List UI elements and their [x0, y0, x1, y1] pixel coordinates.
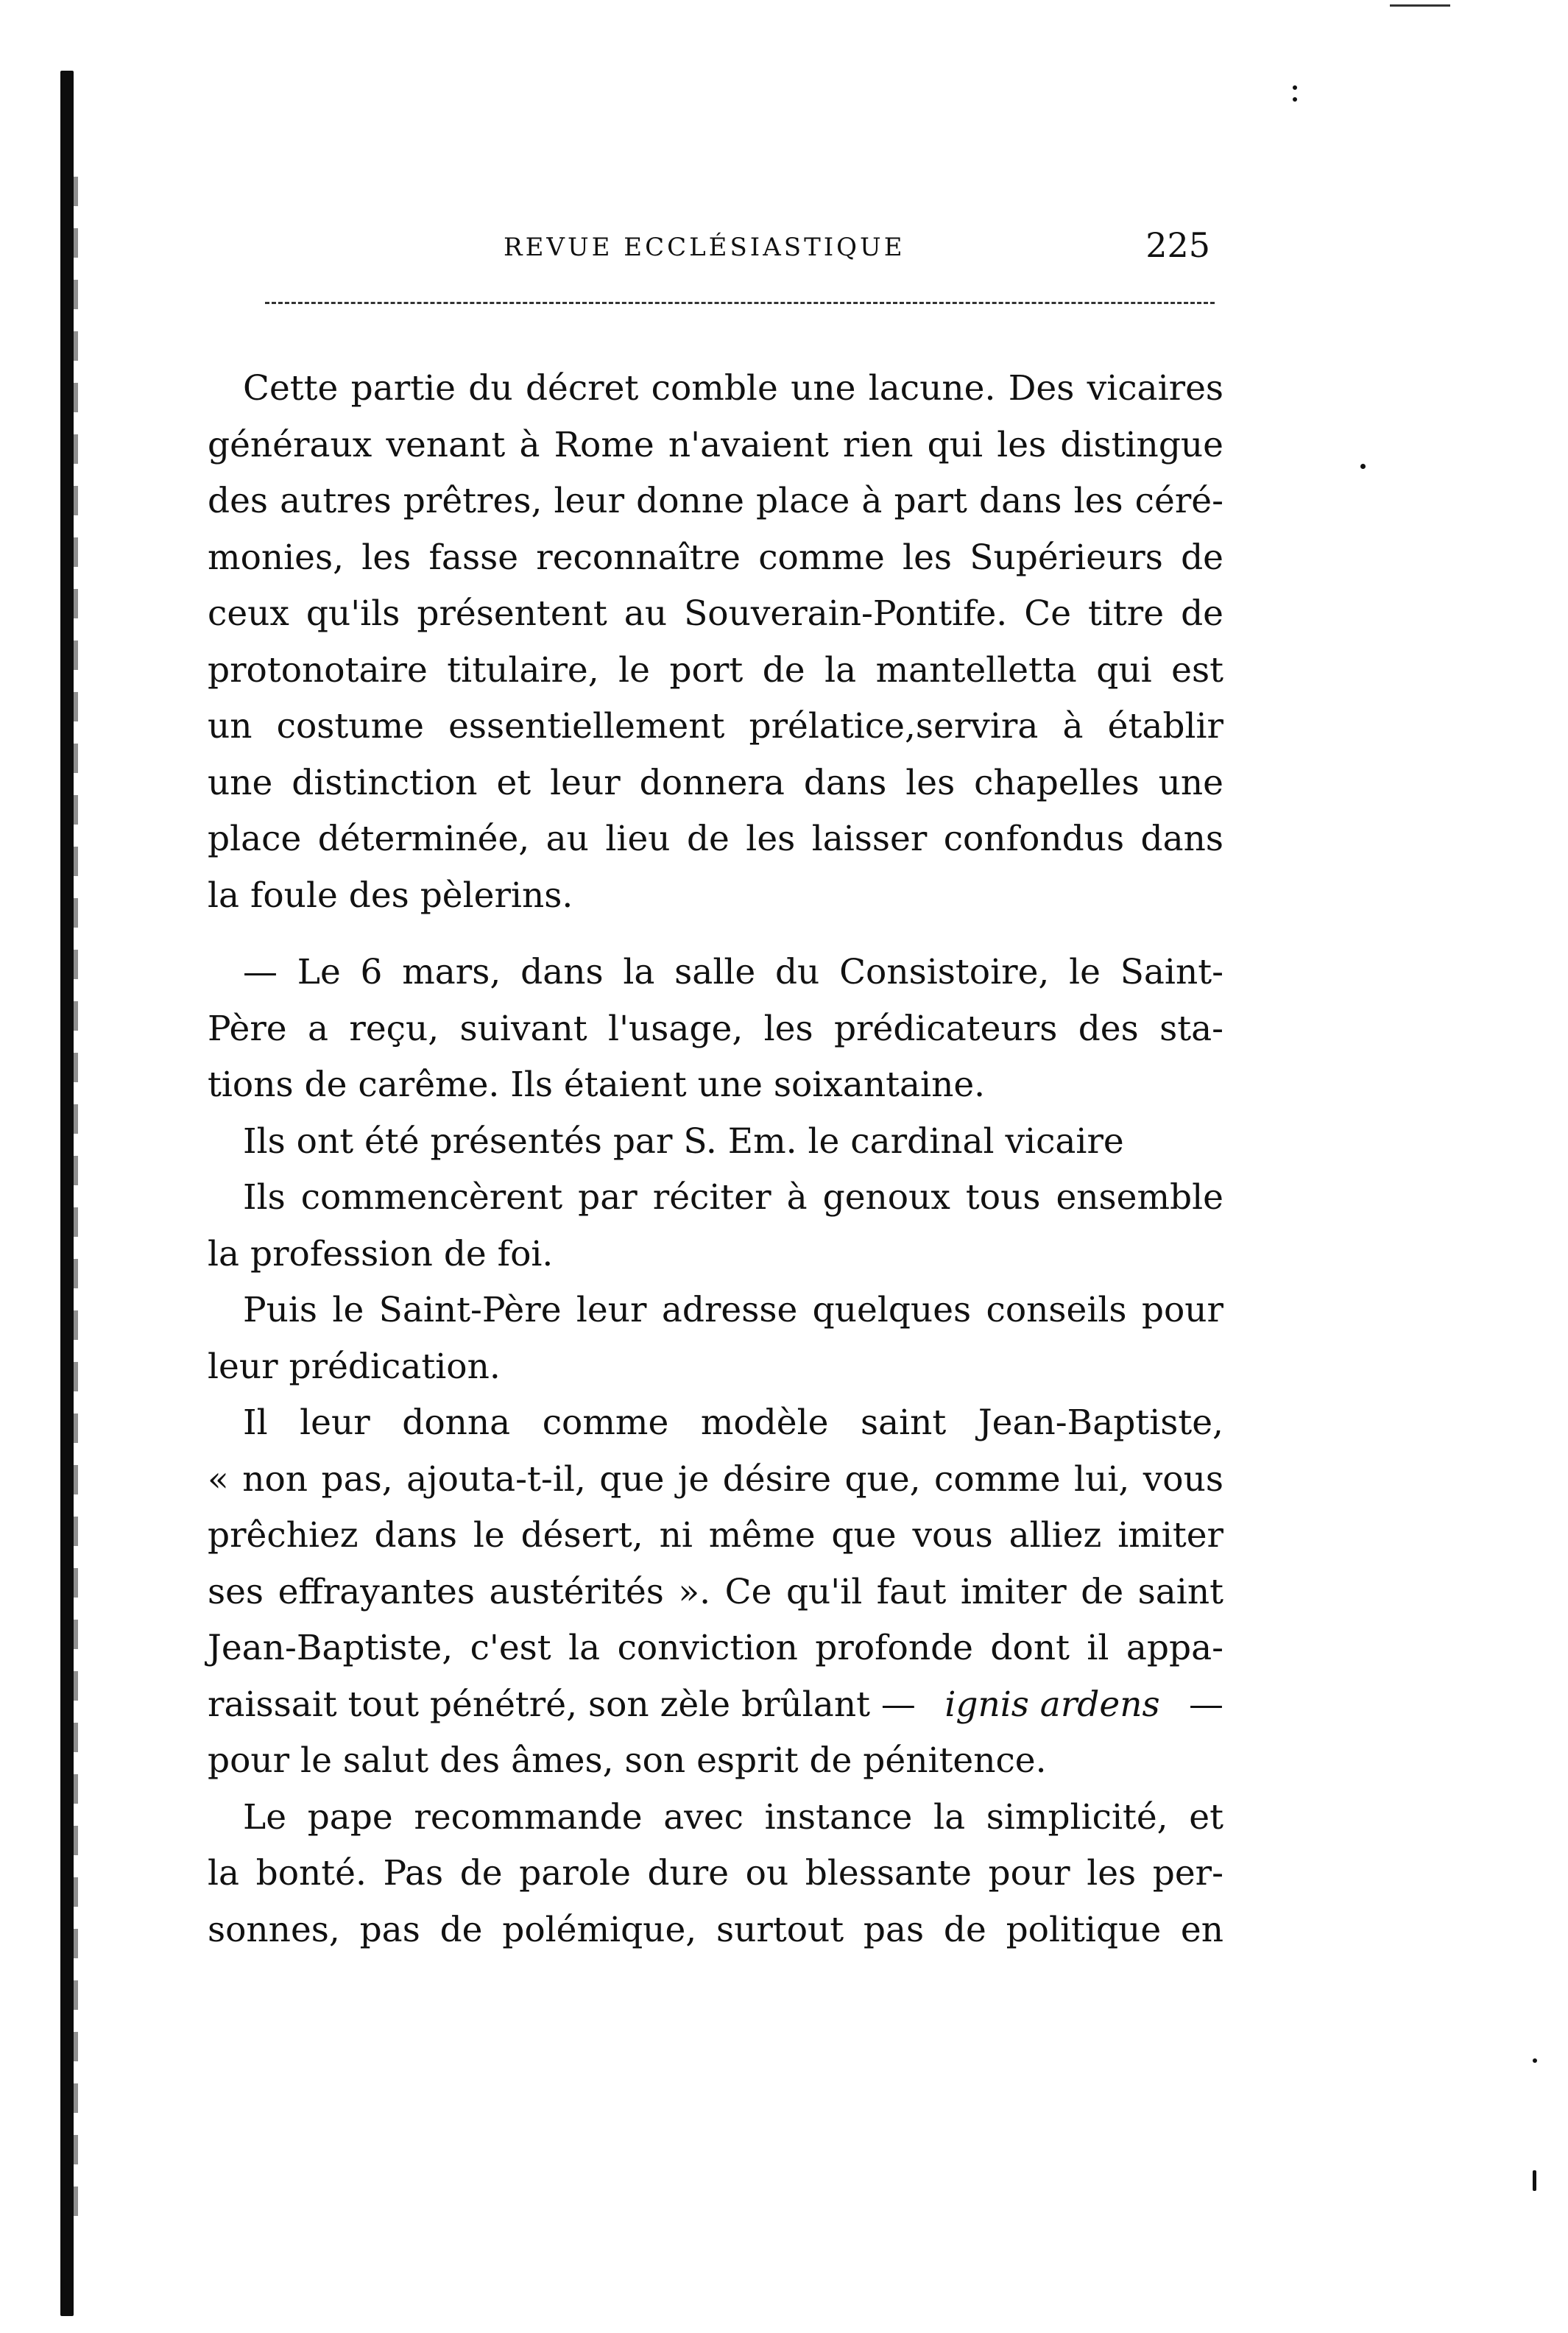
- text-line-segment: raissait tout pénétré, son zèle brûlant —: [208, 1684, 916, 1725]
- text-line: leur prédication.: [208, 1346, 501, 1387]
- paragraph: [208, 1395, 1223, 1790]
- paragraph: [208, 1282, 1223, 1395]
- text-line: monies, les fasse reconnaître comme les Supérieurs de: [208, 537, 1223, 578]
- margin-speck: [1293, 85, 1297, 90]
- text-line: Cette partie du décret comble une lacune. Des vicaires: [243, 368, 1223, 409]
- paragraph: [208, 361, 1223, 924]
- italic-latin-phrase: ignis ardens: [944, 1684, 1160, 1725]
- text-line: Jean-Baptiste, c'est la conviction profonde dont il appa-: [208, 1628, 1223, 1668]
- text-line: la foule des pèlerins.: [208, 875, 573, 916]
- paragraph: [208, 945, 1223, 1114]
- text-line: des autres prêtres, leur donne place à part dans les céré-: [208, 481, 1223, 521]
- text-line: ceux qu'ils présentent au Souverain-Pontife. Ce titre de: [208, 593, 1223, 634]
- text-line: Père a reçu, suivant l'usage, les prédicateurs des sta-: [208, 1008, 1223, 1049]
- text-line: Puis le Saint-Père leur adresse quelques conseils pour: [243, 1290, 1223, 1330]
- margin-speck: [1360, 464, 1366, 469]
- text-line: Ils ont été présentés par S. Em. le cardinal vicaire: [243, 1120, 1124, 1162]
- text-line: « non pas, ajouta-t-il, que je désire que, comme lui, vous: [208, 1458, 1223, 1500]
- text-line: tions de carême. Ils étaient une soixantaine.: [208, 1065, 986, 1105]
- text-line: prêchiez dans le désert, ni même que vous alliez imiter: [208, 1515, 1223, 1556]
- text-line: la bonté. Pas de parole dure ou blessante pour les per-: [208, 1853, 1223, 1893]
- text-line: généraux venant à Rome n'avaient rien qui les distingue: [208, 424, 1223, 465]
- em-dash: —: [1189, 1684, 1223, 1725]
- text-line: Il leur donna comme modèle saint Jean-Baptiste,: [243, 1402, 1223, 1443]
- text-line: pour le salut des âmes, son esprit de pénitence.: [208, 1740, 1047, 1781]
- header-rule: [265, 302, 1215, 304]
- running-head: [206, 225, 1229, 269]
- text-line: un costume essentiellement prélatice,servira à établir: [208, 706, 1223, 747]
- margin-speck: [1533, 2058, 1537, 2063]
- text-line: Ils commencèrent par réciter à genoux tous ensemble: [243, 1177, 1223, 1218]
- margin-speck: [1533, 2170, 1536, 2191]
- corner-scan-mark: [1390, 4, 1450, 7]
- binding-edge-shadow: [60, 71, 74, 2316]
- body-text: [208, 361, 1223, 1958]
- text-line: sonnes, pas de polémique, surtout pas de politique en: [208, 1909, 1223, 1950]
- journal-title: REVUE ECCLÉSIASTIQUE: [504, 233, 905, 262]
- paragraph: [208, 1114, 1223, 1171]
- text-line: [208, 1677, 1223, 1734]
- page-number: 225: [1145, 225, 1210, 265]
- text-line: place déterminée, au lieu de les laisser confondus dans: [208, 819, 1223, 859]
- text-line: ses effrayantes austérités ». Ce qu'il faut imiter de saint: [208, 1571, 1223, 1612]
- text-line: — Le 6 mars, dans la salle du Consistoire, le Saint-: [243, 952, 1223, 992]
- paragraph: [208, 1790, 1223, 1959]
- text-line: la profession de foi.: [208, 1233, 554, 1274]
- paragraph: [208, 1170, 1223, 1282]
- text-line: une distinction et leur donnera dans les chapelles une: [208, 762, 1223, 803]
- text-line: protonotaire titulaire, le port de la mantelletta qui est: [208, 649, 1223, 691]
- binding-edge-texture: [74, 177, 78, 2238]
- text-line: Le pape recommande avec instance la simplicité, et: [243, 1796, 1223, 1838]
- margin-speck: [1293, 97, 1297, 102]
